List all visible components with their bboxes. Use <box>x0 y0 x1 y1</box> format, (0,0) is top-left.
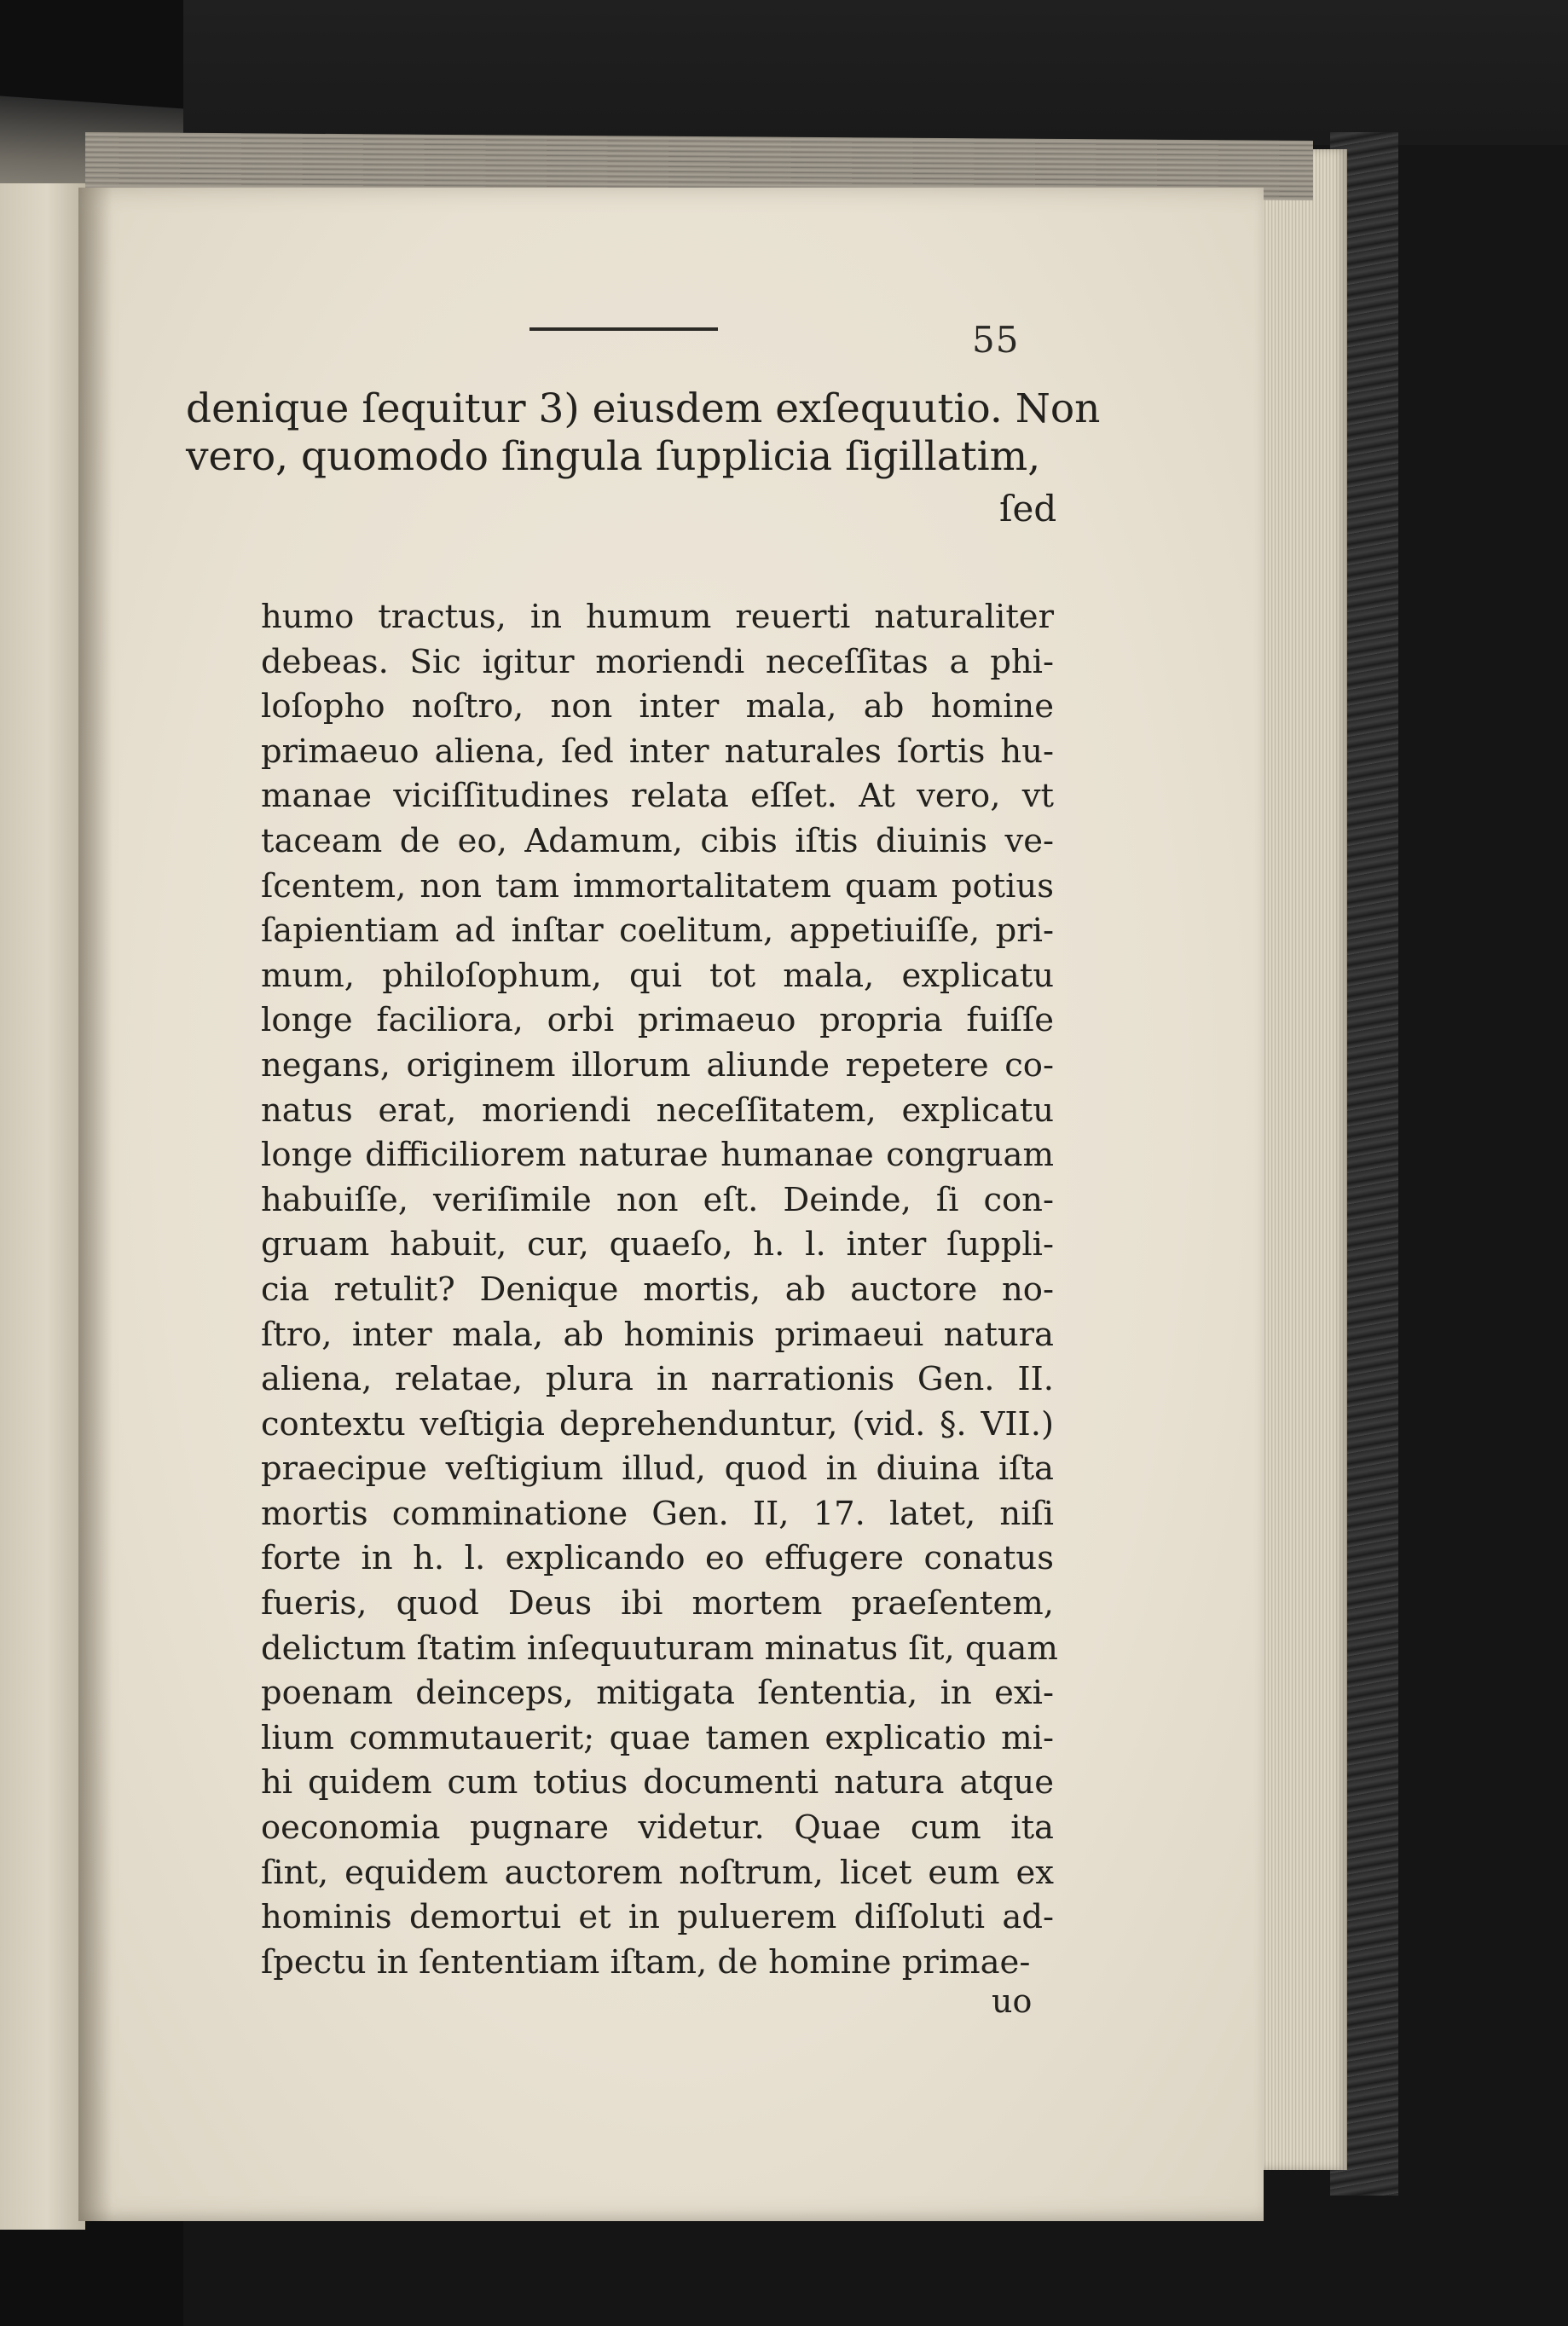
text-line: contextu veſtigia deprehenduntur, (vid. §. VII.) <box>261 1404 1054 1444</box>
text-line: negans, originem illorum aliunde repetere co- <box>261 1045 1054 1085</box>
text-line: poenam deinceps, mitigata ſententia, in exi- <box>261 1674 1054 1713</box>
text-line: ſapientiam ad inſtar coelitum, appetiuiſſe, pri- <box>261 911 1054 951</box>
text-line: ſint, equidem auctorem noſtrum, licet eum ex <box>261 1853 1054 1892</box>
text-line: cia retulit? Denique mortis, ab auctore no- <box>261 1270 1054 1309</box>
text-line: loſopho noſtro, non inter mala, ab homine <box>261 687 1054 726</box>
text-line: debeas. Sic igitur moriendi neceſſitas a phi- <box>261 642 1054 681</box>
text-line: natus erat, moriendi neceſſitatem, explicatu <box>261 1091 1054 1130</box>
top-line-end-word: ſed <box>999 488 1057 529</box>
text-line: fueris, quod Deus ibi mortem praeſentem, <box>261 1584 1054 1623</box>
page-fore-edge <box>1262 149 1347 2170</box>
text-line: oeconomia pugnare videtur. Quae cum ita <box>261 1808 1054 1848</box>
text-line: hi quidem cum totius documenti natura atque <box>261 1763 1054 1802</box>
gutter-shadow <box>78 188 113 2221</box>
text-line: manae viciſſitudines relata eſſet. At vero, vt <box>261 777 1054 816</box>
text-line: forte in h. l. explicando eo effugere conatus <box>261 1539 1054 1578</box>
text-line: gruam habuit, cur, quaeſo, h. l. inter ſuppli- <box>261 1225 1054 1264</box>
text-line: vero, quomodo ſingula ſupplicia ſigillatim, <box>186 433 1041 480</box>
text-line: ſtro, inter mala, ab hominis primaeui natura <box>261 1315 1054 1354</box>
text-line: aliena, relatae, plura in narrationis Gen. II. <box>261 1360 1054 1399</box>
text-line: ſpectu in ſententiam iſtam, de homine primae- <box>261 1942 1031 1982</box>
body-text <box>261 595 1058 1985</box>
text-line: humo tractus, in humum reuerti naturaliter <box>261 598 1054 636</box>
text-line: taceam de eo, Adamum, cibis iſtis diuinis ve- <box>261 821 1054 860</box>
text-line: praecipue veſtigium illud, quod in diuina iſta <box>261 1449 1054 1489</box>
text-line: hominis demortui et in puluerem diſſoluti ad- <box>261 1898 1054 1937</box>
text-line: longe faciliora, orbi primaeuo propria fuiſſe <box>261 1001 1054 1040</box>
text-line: longe difficiliorem naturae humanae congruam <box>261 1136 1054 1175</box>
text-line: primaeuo aliena, ſed inter naturales ſortis hu- <box>261 732 1054 771</box>
left-facing-page <box>0 183 85 2230</box>
catchword: uo <box>992 1982 1033 2020</box>
text-line: ſcentem, non tam immortalitatem quam potius <box>261 866 1054 906</box>
text-line: delictum ſtatim inſequuturam minatus ſit, quam <box>261 1629 1058 1668</box>
background-top <box>0 0 1568 145</box>
text-line: lium commutauerit; quae tamen explicatio mi- <box>261 1718 1054 1757</box>
text-line: habuiſſe, veriſimile non eſt. Deinde, ſi con- <box>261 1180 1054 1219</box>
text-line: denique ſequitur 3) eiusdem exſequutio. Non <box>186 385 1101 432</box>
header-rule <box>529 327 718 331</box>
text-line: mum, philoſophum, qui tot mala, explicatu <box>261 956 1054 995</box>
top-text-lines <box>186 385 1101 481</box>
page-number: 55 <box>972 319 1020 361</box>
text-line: mortis comminatione Gen. II, 17. latet, niſi <box>261 1494 1054 1533</box>
